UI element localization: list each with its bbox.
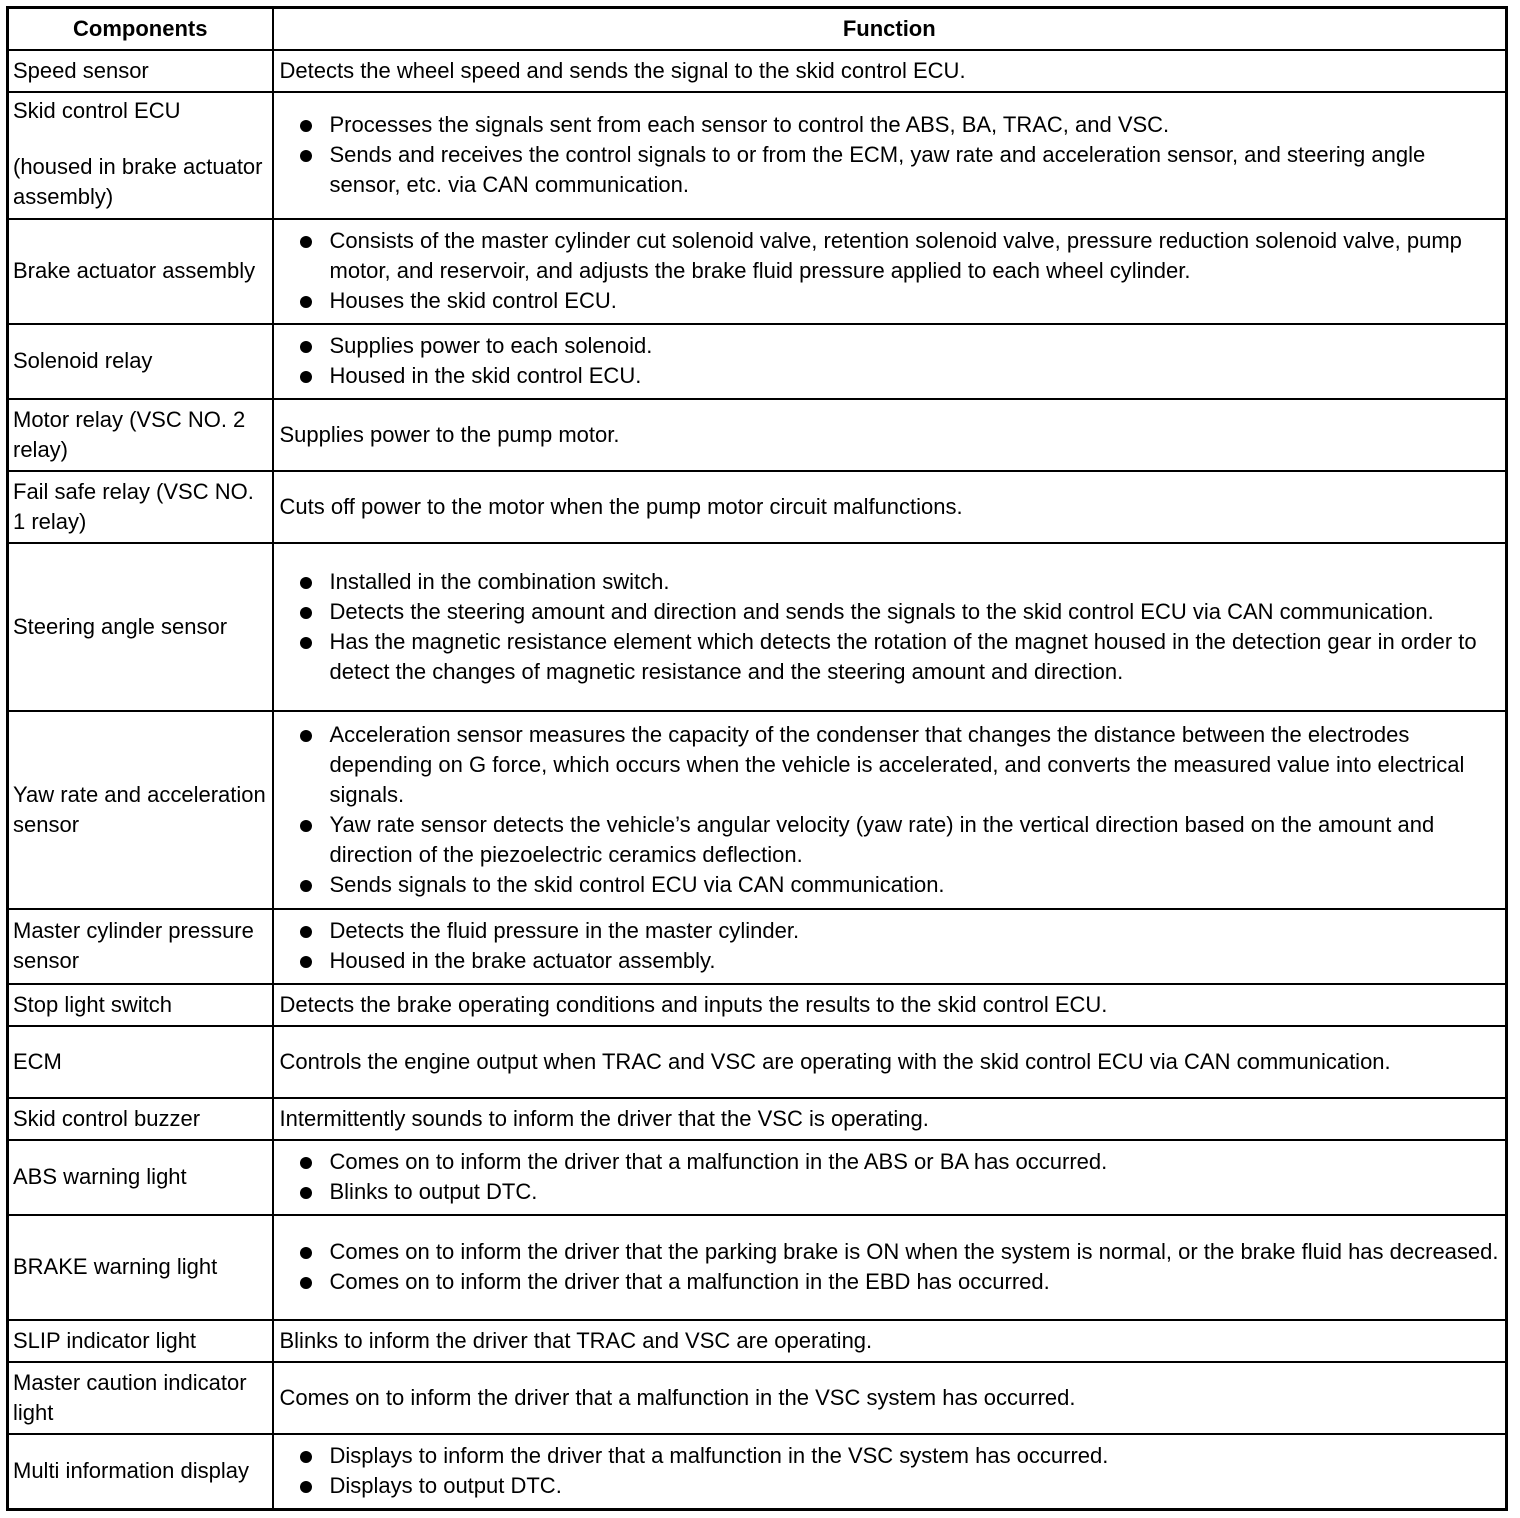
function-cell: [273, 1140, 1507, 1215]
list-item: Yaw rate sensor detects the vehicle’s angular velocity (yaw rate) in the vertical direction based on the amount and direction of the piezoelectric ceramics deflection.: [280, 810, 1500, 870]
function-cell: Blinks to inform the driver that TRAC and VSC are operating.: [273, 1320, 1507, 1362]
list-item: Displays to output DTC.: [280, 1471, 1500, 1501]
function-cell: [273, 324, 1507, 399]
function-cell: [273, 909, 1507, 984]
table-row: [8, 909, 1507, 984]
list-item: Blinks to output DTC.: [280, 1177, 1500, 1207]
header-function: Function: [273, 8, 1507, 51]
header-components: Components: [8, 8, 273, 51]
bullet-list: [280, 110, 1500, 200]
list-item: Comes on to inform the driver that the parking brake is ON when the system is normal, or the brake fluid has decreased.: [280, 1237, 1500, 1267]
bullet-list: [280, 916, 1500, 976]
component-cell: [8, 92, 273, 219]
function-cell: Detects the brake operating conditions and inputs the results to the skid control ECU.: [273, 984, 1507, 1026]
component-cell: Steering angle sensor: [8, 543, 273, 711]
function-cell: Detects the wheel speed and sends the signal to the skid control ECU.: [273, 50, 1507, 92]
table-body: [8, 50, 1507, 1509]
component-cell: Speed sensor: [8, 50, 273, 92]
function-cell: [273, 711, 1507, 909]
table-row: [8, 1140, 1507, 1215]
function-cell: Controls the engine output when TRAC and VSC are operating with the skid control ECU via CAN communication.: [273, 1026, 1507, 1098]
list-item: Houses the skid control ECU.: [280, 286, 1500, 316]
table-row: [8, 711, 1507, 909]
component-cell: Yaw rate and acceleration sensor: [8, 711, 273, 909]
table-row: [8, 92, 1507, 219]
components-function-table: [6, 6, 1508, 1511]
list-item: Housed in the skid control ECU.: [280, 361, 1500, 391]
component-cell: Stop light switch: [8, 984, 273, 1026]
function-cell: [273, 92, 1507, 219]
list-item: Has the magnetic resistance element which detects the rotation of the magnet housed in the detection gear in order to detect the changes of magnetic resistance and the steering amount and direction.: [280, 627, 1500, 687]
table-row: [8, 543, 1507, 711]
list-item: Sends and receives the control signals to or from the ECM, yaw rate and acceleration sensor, and steering angle sensor, etc. via CAN communication.: [280, 140, 1500, 200]
component-cell: Multi information display: [8, 1434, 273, 1509]
bullet-list: [280, 331, 1500, 391]
component-cell: ABS warning light: [8, 1140, 273, 1215]
table-row: [8, 984, 1507, 1026]
function-cell: Cuts off power to the motor when the pump motor circuit malfunctions.: [273, 471, 1507, 543]
bullet-list: [280, 1237, 1500, 1297]
table-row: [8, 50, 1507, 92]
list-item: Displays to inform the driver that a malfunction in the VSC system has occurred.: [280, 1441, 1500, 1471]
list-item: Installed in the combination switch.: [280, 567, 1500, 597]
component-cell: Fail safe relay (VSC NO. 1 relay): [8, 471, 273, 543]
list-item: Supplies power to each solenoid.: [280, 331, 1500, 361]
component-cell: ECM: [8, 1026, 273, 1098]
table-row: [8, 1026, 1507, 1098]
component-cell: Master cylinder pressure sensor: [8, 909, 273, 984]
table-row: [8, 399, 1507, 471]
table-row: [8, 1098, 1507, 1140]
list-item: Comes on to inform the driver that a malfunction in the ABS or BA has occurred.: [280, 1147, 1500, 1177]
function-cell: [273, 1434, 1507, 1509]
bullet-list: [280, 1441, 1500, 1501]
list-item: Detects the steering amount and direction and sends the signals to the skid control ECU via CAN communication.: [280, 597, 1500, 627]
function-cell: Intermittently sounds to inform the driver that the VSC is operating.: [273, 1098, 1507, 1140]
function-cell: Comes on to inform the driver that a malfunction in the VSC system has occurred.: [273, 1362, 1507, 1434]
function-cell: [273, 1215, 1507, 1320]
function-cell: [273, 219, 1507, 324]
component-note: (housed in brake actuator assembly): [13, 154, 263, 209]
bullet-list: [280, 567, 1500, 687]
function-cell: Supplies power to the pump motor.: [273, 399, 1507, 471]
table-row: [8, 1362, 1507, 1434]
list-item: Detects the fluid pressure in the master cylinder.: [280, 916, 1500, 946]
component-cell: Skid control buzzer: [8, 1098, 273, 1140]
component-cell: Solenoid relay: [8, 324, 273, 399]
table-row: [8, 1434, 1507, 1509]
table-row: [8, 1320, 1507, 1362]
component-name: Skid control ECU: [13, 98, 181, 123]
bullet-list: [280, 226, 1500, 316]
list-item: Sends signals to the skid control ECU via CAN communication.: [280, 870, 1500, 900]
component-cell: Brake actuator assembly: [8, 219, 273, 324]
table-row: [8, 471, 1507, 543]
component-cell: BRAKE warning light: [8, 1215, 273, 1320]
list-item: Processes the signals sent from each sensor to control the ABS, BA, TRAC, and VSC.: [280, 110, 1500, 140]
list-item: Housed in the brake actuator assembly.: [280, 946, 1500, 976]
component-cell: Motor relay (VSC NO. 2 relay): [8, 399, 273, 471]
header-row: [8, 8, 1507, 51]
component-cell: SLIP indicator light: [8, 1320, 273, 1362]
table-row: [8, 219, 1507, 324]
bullet-list: [280, 1147, 1500, 1207]
table-row: [8, 1215, 1507, 1320]
function-cell: [273, 543, 1507, 711]
list-item: Acceleration sensor measures the capacity of the condenser that changes the distance between the electrodes depending on G force, which occurs when the vehicle is accelerated, and converts the measured value into electrical signals.: [280, 720, 1500, 810]
component-cell: Master caution indicator light: [8, 1362, 273, 1434]
list-item: Comes on to inform the driver that a malfunction in the EBD has occurred.: [280, 1267, 1500, 1297]
list-item: Consists of the master cylinder cut solenoid valve, retention solenoid valve, pressure reduction solenoid valve, pump motor, and reservoir, and adjusts the brake fluid pressure applied to each wheel cylinder.: [280, 226, 1500, 286]
bullet-list: [280, 720, 1500, 900]
table-row: [8, 324, 1507, 399]
